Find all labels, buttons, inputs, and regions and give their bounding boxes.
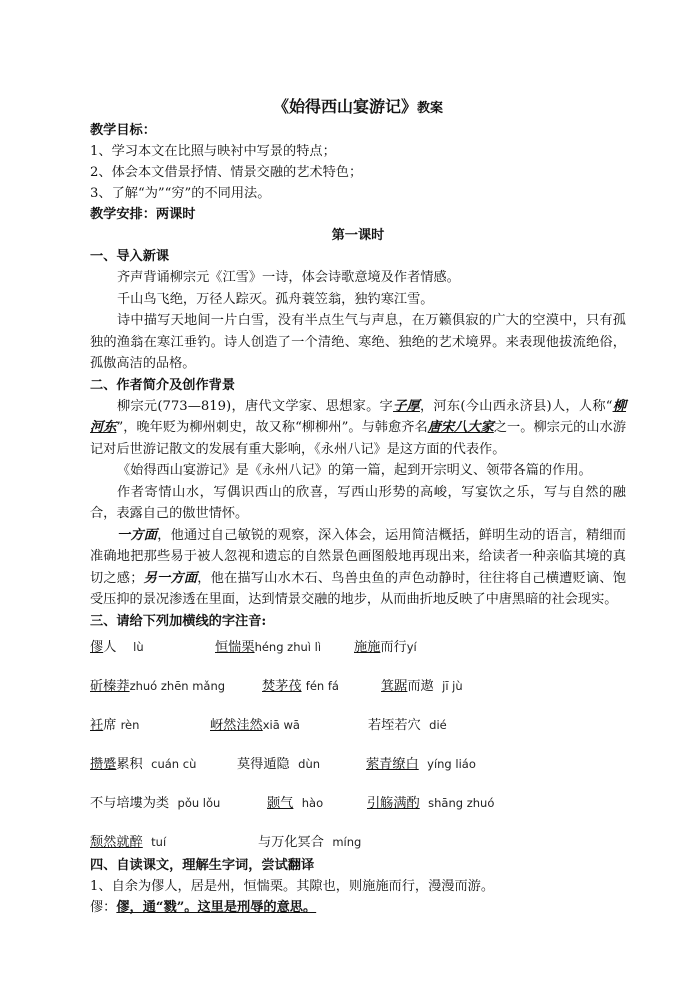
vocab-rest: 累积 [116,756,143,772]
emphasis: 另一方面 [143,570,198,586]
vocab-row [90,831,626,855]
vocab-word: 施施 [354,639,381,655]
vocab-item [215,636,321,655]
text-run: 柳宗元(773—819)，唐代文学家、思想家。字 [117,398,394,414]
vocab-word: 颢气 [267,795,294,811]
text-run: ，他在描写山水木石、鸟兽虫鱼的声色动静时，往往将自己横遭贬谪、饱受压抑的景况渗透在里面，达到情景交融的地步，从而曲折地反映了中唐黑暗的社会现实。 [90,570,627,607]
section-heading-author: 二、作者简介及创作背景 [90,377,236,393]
section-heading-pinyin: 三、请给下列加横线的字注音: [90,613,267,629]
pinyin: shāng zhuó [428,795,495,810]
vocab-item [90,675,225,694]
pinyin: dié [429,717,447,732]
emphasis: 一方面 [117,527,158,543]
vocab-word: 萦青缭白 [366,756,419,772]
pinyin: dùn [298,756,321,771]
vocab-word: 衽 [90,717,104,733]
vocab-item [267,792,323,811]
vocab-item [368,714,447,733]
pinyin: xiā wā [262,717,300,732]
vocab-word: 斫榛莽 [90,678,130,694]
goal-item: 1、学习本文在比照与映衬中写景的特点； [90,144,336,159]
goal-item: 3、了解“为”“穷”的不同用法。 [90,186,271,201]
vocab-item [90,636,144,655]
gloss-text: 僇，通“戮”。这里是刑辱的意思。 [116,899,317,915]
eight-masters: 唐宋八大家 [427,420,494,435]
vocab-item [366,753,476,772]
pinyin: lù [133,639,144,654]
vocab-item [354,636,417,655]
vocab-word: 不与培塿为类 [90,795,170,811]
pinyin: pǒu lǒu [177,795,221,810]
section-heading-intro: 一、导入新课 [90,249,170,264]
vocab-item [381,675,463,694]
title-main: 《始得西山宴游记》 [272,97,417,116]
gloss-label: 僇： [90,899,117,915]
vocab-row [90,636,626,675]
vocab-item [237,753,320,772]
text-run: ”，晚年贬为柳州刺史，故又称“柳柳州”。与韩愈齐名 [116,420,428,435]
title-suffix: 教案 [417,101,444,116]
vocab-item [90,831,166,850]
goal-item: 2、体会本文借景抒情、情景交融的艺术特色； [90,165,363,180]
document-title [90,94,626,120]
author-paragraph [90,396,626,461]
vocab-row [90,675,626,714]
vocab-word: 箕踞 [381,678,408,694]
pinyin: zhuó zhēn mǎng [129,678,226,693]
paragraph: 作者寄情山水，写偶识西山的欣喜，写西山形势的高峻，写宴饮之乐，写与自然的融合，表露自己的傲世情怀。 [90,484,626,521]
vocab-word: 与万化冥合 [258,834,324,850]
vocab-word: 岈然洼然 [210,717,263,733]
pinyin: hào [301,795,324,810]
vocab-item [90,714,139,733]
pinyin: rèn [120,717,140,732]
vocab-item [90,792,220,811]
text-run: ，河东(今山西永济县)人，人称“ [419,398,613,414]
paragraph [90,525,626,611]
pinyin: cuán cù [151,756,197,771]
vocab-word: 若垤若穴 [368,717,421,733]
text-run: ，他通过自己敏锐的观察，深入体会，运用简洁概括，鲜明生动的语言，精细而准确地把那些易于被人忽视和遗忘的自然景色画图般地再现出来，给读者一种亲临其境的真切之感； [90,527,626,586]
vocab-rest: 而行 [380,639,407,655]
gloss-line [90,897,626,918]
goals-heading: 教学目标： [90,123,156,138]
epithet: 柳河东 [90,398,627,435]
vocab-row [90,714,626,753]
vocab-rest: 人 [103,639,117,655]
vocab-item [262,675,339,694]
text-run: 之一。柳宗元的山水游记对后世游记散文的发展有重大影响，《永州八记》是这方面的代表作。 [90,420,627,457]
vocab-rest: 席 [103,717,117,733]
paragraph: 《始得西山宴游记》是《永州八记》的第一篇，起到开宗明义、领带各篇的作用。 [117,463,592,478]
vocab-item [210,714,300,733]
vocab-item [258,831,361,850]
poem-line: 千山鸟飞绝，万径人踪灭。孤舟蓑笠翁，独钓寒江雪。 [117,291,434,307]
pinyin: míng [332,834,362,849]
vocab-row [90,753,626,792]
paragraph: 齐声背诵柳宗元《江雪》一诗，体会诗歌意境及作者情感。 [117,270,460,285]
vocab-rest: 而遨 [407,678,434,694]
vocab-word: 引觞满酌 [367,795,420,811]
lesson-heading: 第一课时 [331,228,385,243]
vocab-word: 颓然就醉 [90,834,143,850]
pinyin: yíng liáo [427,756,476,771]
courtesy-name: 子厚 [393,398,420,414]
section-heading-reading: 四、自读课文，理解生字词，尝试翻译 [90,857,315,873]
vocab-word: 僇 [90,639,104,655]
pinyin: jī jù [442,678,463,693]
pinyin: yí [406,639,417,654]
pinyin: fén fá [305,678,339,693]
vocab-row [90,792,626,831]
pinyin: tuí [151,834,167,849]
reading-sentence: 1、自余为僇人，居是州，恒惴栗。其隙也，则施施而行，漫漫而游。 [90,878,495,894]
vocab-item [367,792,494,811]
pinyin: héng zhuì lì [254,639,322,654]
vocab-word: 焚茅茷 [262,678,302,694]
vocab-word: 莫得遁隐 [237,756,290,772]
vocab-word: 攒蹙 [90,756,117,772]
vocab-item [90,753,196,772]
schedule-heading: 教学安排：两课时 [90,207,196,222]
vocab-word: 恒惴栗 [215,639,255,655]
paragraph: 诗中描写天地间一片白雪，没有半点生气与声息，在万籁俱寂的广大的空漠中，只有孤独的渔翁在寒江垂钓。诗人创造了一个清绝、寒绝、独绝的艺术境界。来表现他拔流绝俗，孤傲高洁的品格。 [90,313,626,371]
